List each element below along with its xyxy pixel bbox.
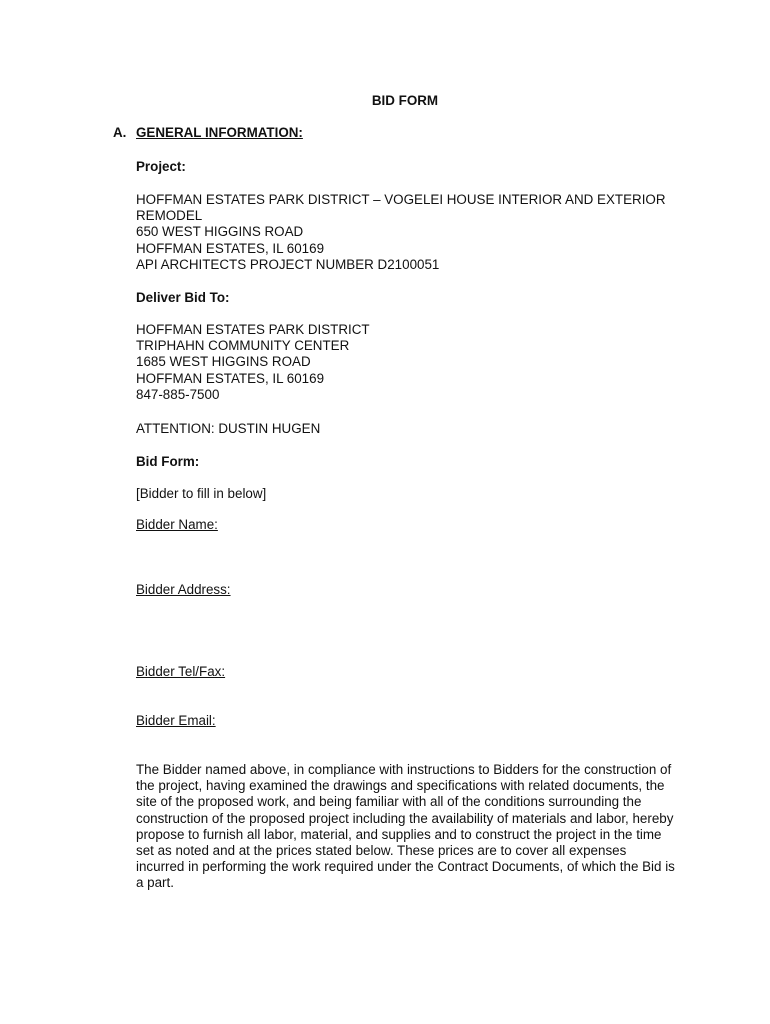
project-line: REMODEL xyxy=(136,208,203,224)
deliver-line: TRIPHAHN COMMUNITY CENTER xyxy=(136,338,350,354)
project-label: Project: xyxy=(136,159,186,174)
deliver-line: 847-885-7500 xyxy=(136,386,220,402)
compliance-paragraph xyxy=(136,762,701,892)
deliver-line: HOFFMAN ESTATES PARK DISTRICT xyxy=(136,322,370,337)
bidder-name-field[interactable]: Bidder Name: xyxy=(136,517,218,532)
bidder-email-field[interactable]: Bidder Email: xyxy=(136,713,216,728)
attention-line: ATTENTION: DUSTIN HUGEN xyxy=(136,421,321,436)
paragraph-line: The Bidder named above, in compliance with instructions to Bidders for the construction of xyxy=(136,762,672,777)
section-heading xyxy=(113,125,303,141)
project-line: API ARCHITECTS PROJECT NUMBER D2100051 xyxy=(136,256,440,272)
project-address-block xyxy=(136,192,666,273)
bid-form-label: Bid Form: xyxy=(136,454,200,469)
paragraph-line: incurred in performing the work required under the Contract Documents, of which the Bid is xyxy=(136,859,675,875)
paragraph-line: set as noted and at the prices stated below. These prices are to cover all expenses xyxy=(136,843,627,859)
section-letter: A. xyxy=(113,125,127,140)
project-line: 650 WEST HIGGINS ROAD xyxy=(136,224,304,240)
project-line: HOFFMAN ESTATES PARK DISTRICT – VOGELEI HOUSE INTERIOR AND EXTERIOR xyxy=(136,192,666,207)
bid-form-instruction: [Bidder to fill in below] xyxy=(136,486,267,501)
bidder-telfax-field[interactable]: Bidder Tel/Fax: xyxy=(136,664,226,679)
deliver-label: Deliver Bid To: xyxy=(136,290,230,305)
paragraph-line: propose to furnish all labor, material, and supplies and to construct the project in the time xyxy=(136,826,662,842)
paragraph-line: the project, having examined the drawings and specifications with related documents, the xyxy=(136,778,665,794)
paragraph-line: a part. xyxy=(136,875,174,891)
deliver-address-block xyxy=(136,322,370,403)
paragraph-line: construction of the proposed project including the availability of materials and labor, hereby xyxy=(136,810,674,826)
project-line: HOFFMAN ESTATES, IL 60169 xyxy=(136,240,325,256)
document-title: BID FORM xyxy=(371,93,439,108)
paragraph-line: site of the proposed work, and being familiar with all of the conditions surrounding the xyxy=(136,794,642,810)
deliver-line: 1685 WEST HIGGINS ROAD xyxy=(136,354,311,370)
bidder-address-field[interactable]: Bidder Address: xyxy=(136,582,231,597)
section-heading-text: GENERAL INFORMATION: xyxy=(136,125,303,140)
deliver-line: HOFFMAN ESTATES, IL 60169 xyxy=(136,370,325,386)
